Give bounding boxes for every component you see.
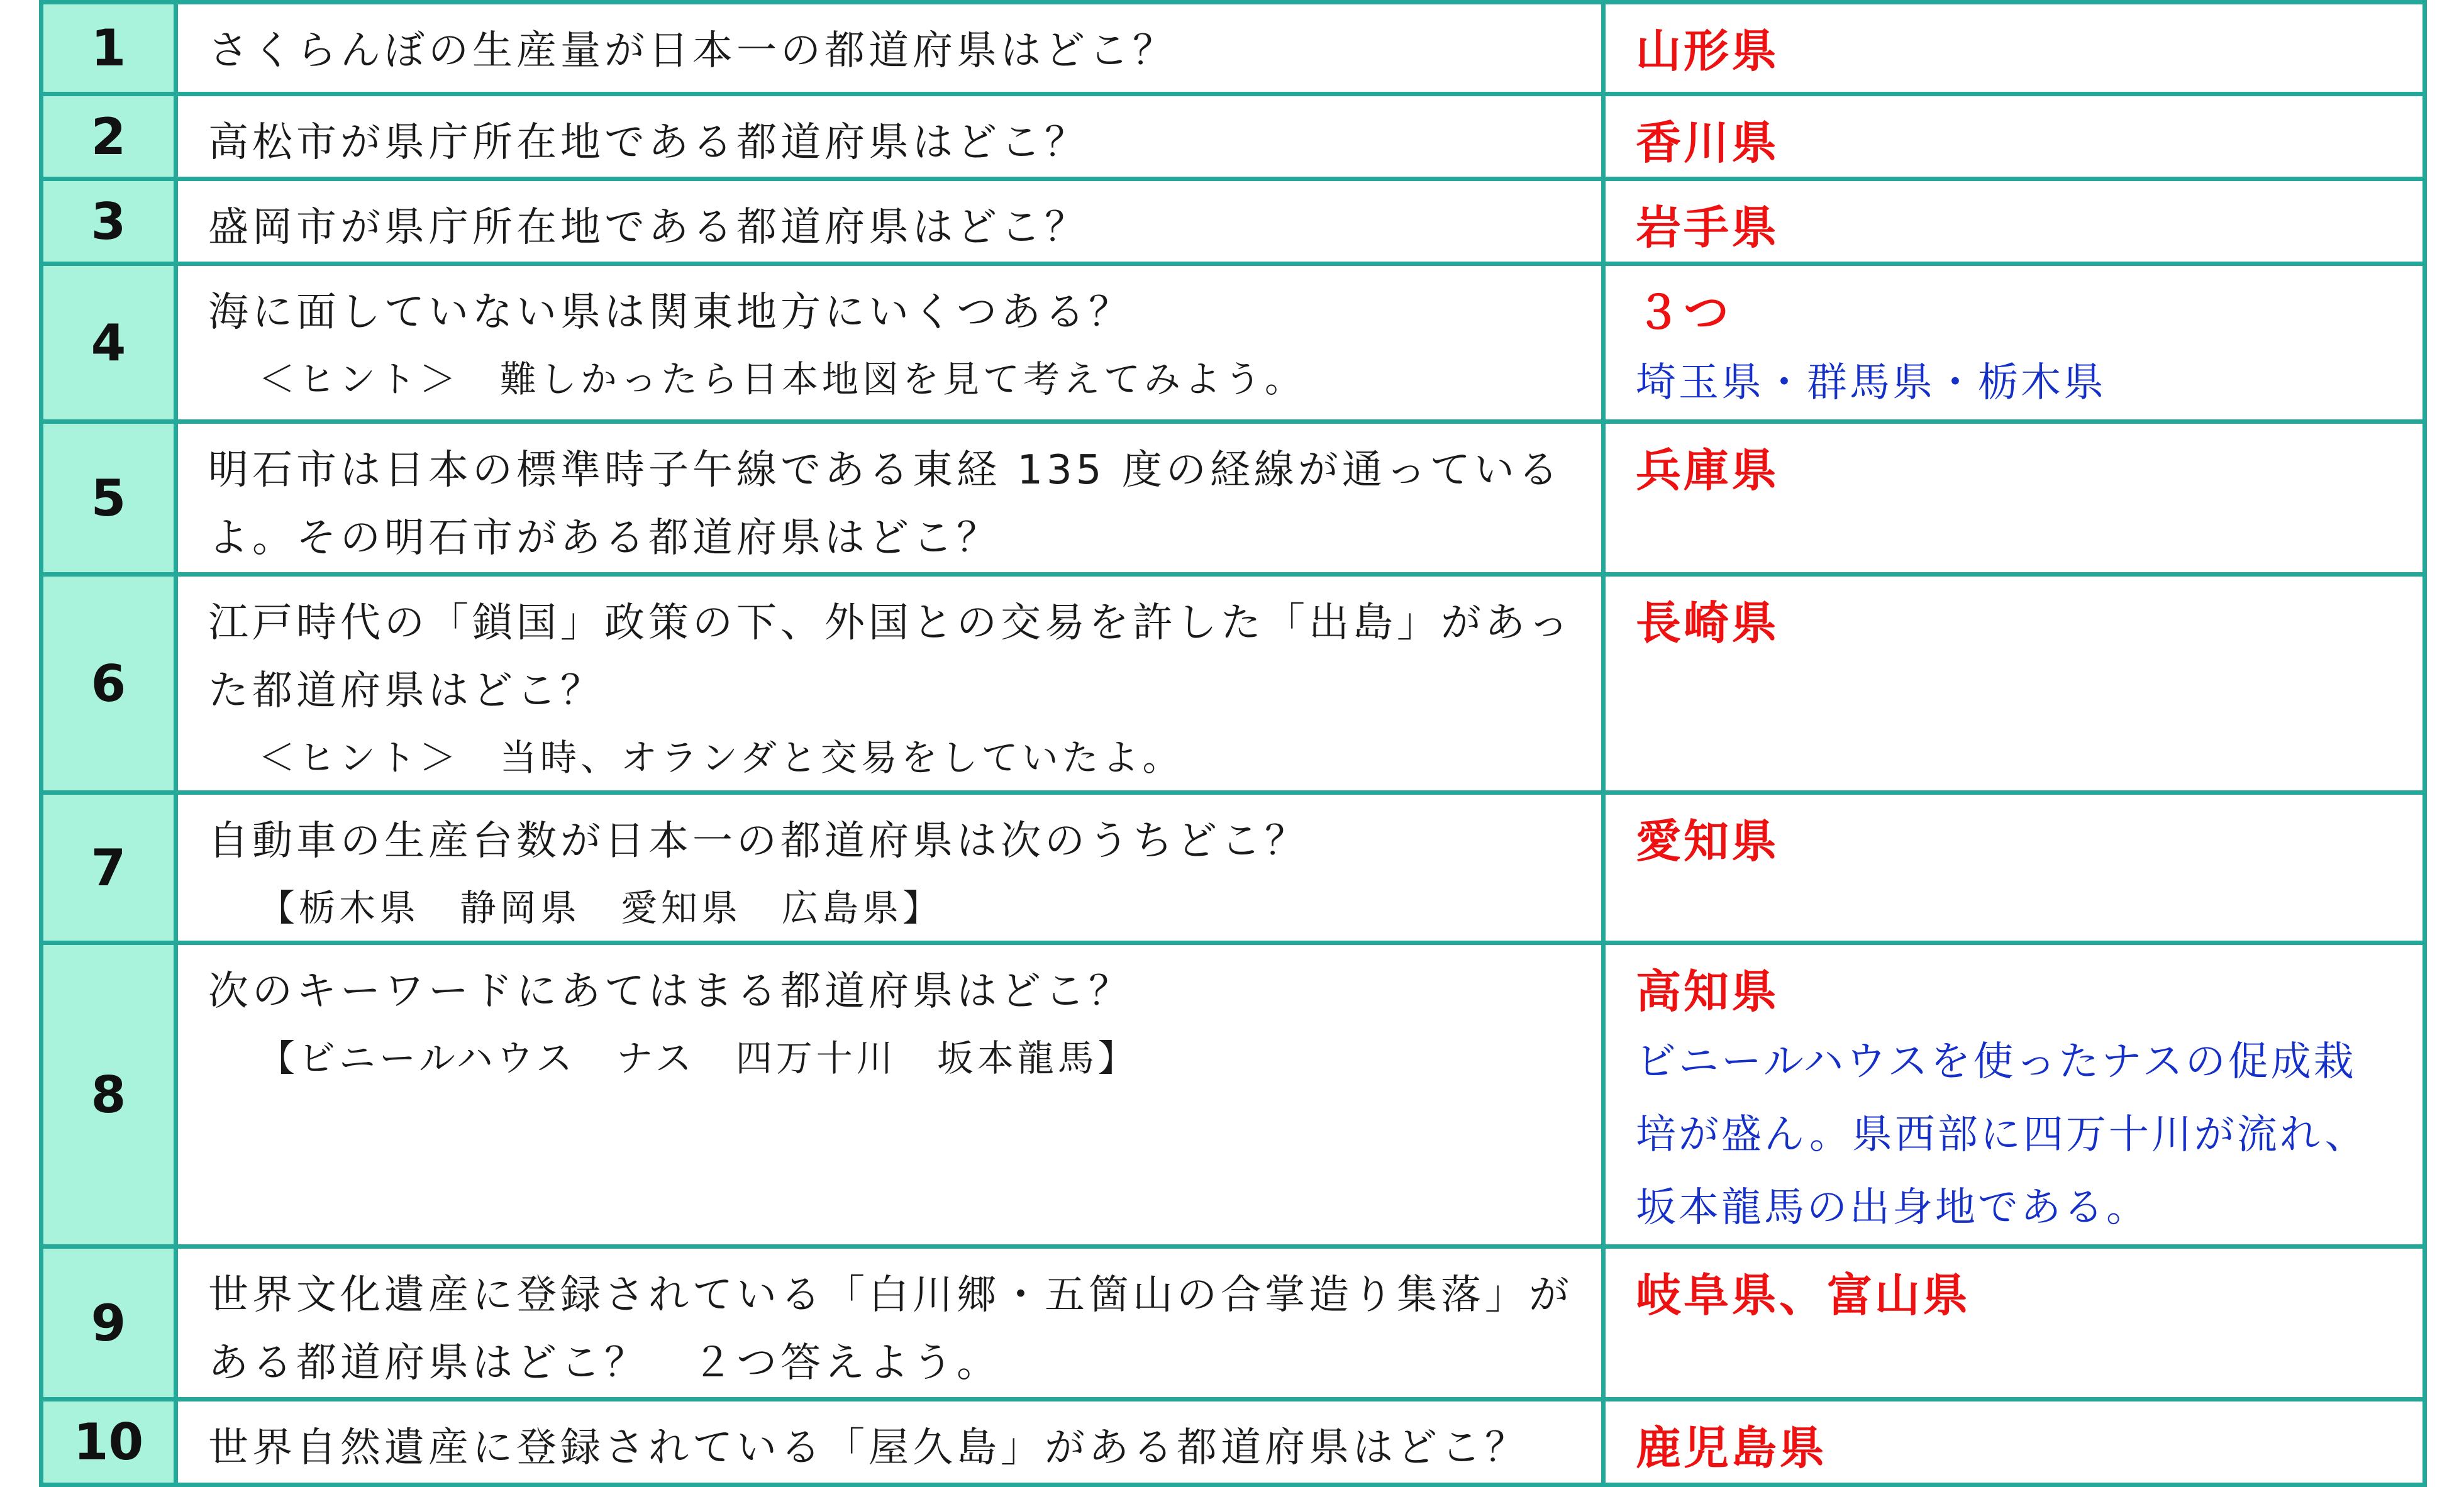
question-cell xyxy=(176,943,1604,1247)
question-text: 盛岡市が県庁所在地である都道府県はどこ？ xyxy=(208,204,1089,251)
quiz-row-4 xyxy=(42,264,2425,422)
question-text: 次のキーワードにあてはまる都道府県はどこ？ xyxy=(208,968,1133,1015)
question-text: 世界文化遺産に登録されている「白川郷・五箇山の合掌造り集落」がある都道府県はどこ？ ２つ答えよう。 xyxy=(208,1272,1573,1386)
answer-cell xyxy=(1604,264,2425,422)
question-number: 7 xyxy=(42,793,176,943)
hint-text: ＜ヒント＞ 当時、オランダと交易をしていたよ。 xyxy=(258,736,1183,779)
quiz-row-7 xyxy=(42,793,2425,943)
answer-cell xyxy=(1604,793,2425,943)
question-cell xyxy=(176,1247,1604,1400)
answer-cell xyxy=(1604,3,2425,94)
quiz-row-3 xyxy=(42,179,2425,264)
question-cell xyxy=(176,422,1604,575)
answer-text: 鹿児島県 xyxy=(1636,1422,1828,1474)
quiz-row-8 xyxy=(42,943,2425,1247)
answer-text: 高知県 xyxy=(1636,965,1780,1018)
question-text: 高松市が県庁所在地である都道府県はどこ？ xyxy=(208,119,1089,166)
question-text: 海に面していない県は関東地方にいくつある？ xyxy=(208,289,1133,336)
question-number: 3 xyxy=(42,179,176,264)
question-number: 8 xyxy=(42,943,176,1247)
answer-text: 岩手県 xyxy=(1636,201,1780,254)
question-number: 5 xyxy=(42,422,176,575)
answer-note: ビニールハウスを使ったナスの促成栽培が盛ん。県西部に四万十川が流れ、坂本龍馬の出身地である。 xyxy=(1636,1039,2368,1231)
answer-note: 埼玉県・群馬県・栃木県 xyxy=(1636,360,2106,406)
quiz-row-2 xyxy=(42,94,2425,179)
quiz-row-5 xyxy=(42,422,2425,575)
answer-cell xyxy=(1604,94,2425,179)
question-number: 6 xyxy=(42,575,176,793)
answer-cell xyxy=(1604,422,2425,575)
answer-text: 香川県 xyxy=(1636,116,1780,169)
question-cell xyxy=(176,575,1604,793)
question-cell xyxy=(176,94,1604,179)
question-text: 江戸時代の「鎖国」政策の下、外国との交易を許した「出島」があった都道府県はどこ？ xyxy=(208,600,1573,714)
question-number: 9 xyxy=(42,1247,176,1400)
question-number: 10 xyxy=(42,1400,176,1485)
question-text: 自動車の生産台数が日本一の都道府県は次のうちどこ？ xyxy=(208,818,1309,865)
question-number: 2 xyxy=(42,94,176,179)
quiz-row-9 xyxy=(42,1247,2425,1400)
question-number: 1 xyxy=(42,3,176,94)
quiz-row-6 xyxy=(42,575,2425,793)
question-text: 世界自然遺産に登録されている「屋久島」がある都道府県はどこ？ xyxy=(208,1425,1529,1471)
answer-cell xyxy=(1604,575,2425,793)
question-cell xyxy=(176,793,1604,943)
answer-text: 岐阜県、富山県 xyxy=(1636,1269,1971,1322)
quiz-table xyxy=(39,0,2427,1487)
answer-text: 山形県 xyxy=(1636,25,1780,77)
question-cell xyxy=(176,264,1604,422)
question-cell xyxy=(176,3,1604,94)
answer-cell xyxy=(1604,1247,2425,1400)
question-cell xyxy=(176,179,1604,264)
answer-text: 愛知県 xyxy=(1636,815,1780,868)
hint-text: 【ビニールハウス ナス 四万十川 坂本龍馬】 xyxy=(258,1037,1138,1080)
answer-text: 兵庫県 xyxy=(1636,444,1780,497)
quiz-row-1 xyxy=(42,3,2425,94)
question-number: 4 xyxy=(42,264,176,422)
hint-text: 【栃木県 静岡県 愛知県 広島県】 xyxy=(258,887,943,929)
hint-text: ＜ヒント＞ 難しかったら日本地図を見て考えてみよう。 xyxy=(258,358,1306,401)
answer-cell xyxy=(1604,943,2425,1247)
question-text: 明石市は日本の標準時子午線である東経 135 度の経線が通っているよ。その明石市がある都道府県はどこ？ xyxy=(208,447,1562,561)
answer-cell xyxy=(1604,179,2425,264)
answer-cell xyxy=(1604,1400,2425,1485)
question-cell xyxy=(176,1400,1604,1485)
answer-text: 長崎県 xyxy=(1636,597,1780,650)
quiz-row-10 xyxy=(42,1400,2425,1485)
question-text: さくらんぼの生産量が日本一の都道府県はどこ？ xyxy=(208,28,1177,74)
answer-text: ３つ xyxy=(1636,286,1732,339)
